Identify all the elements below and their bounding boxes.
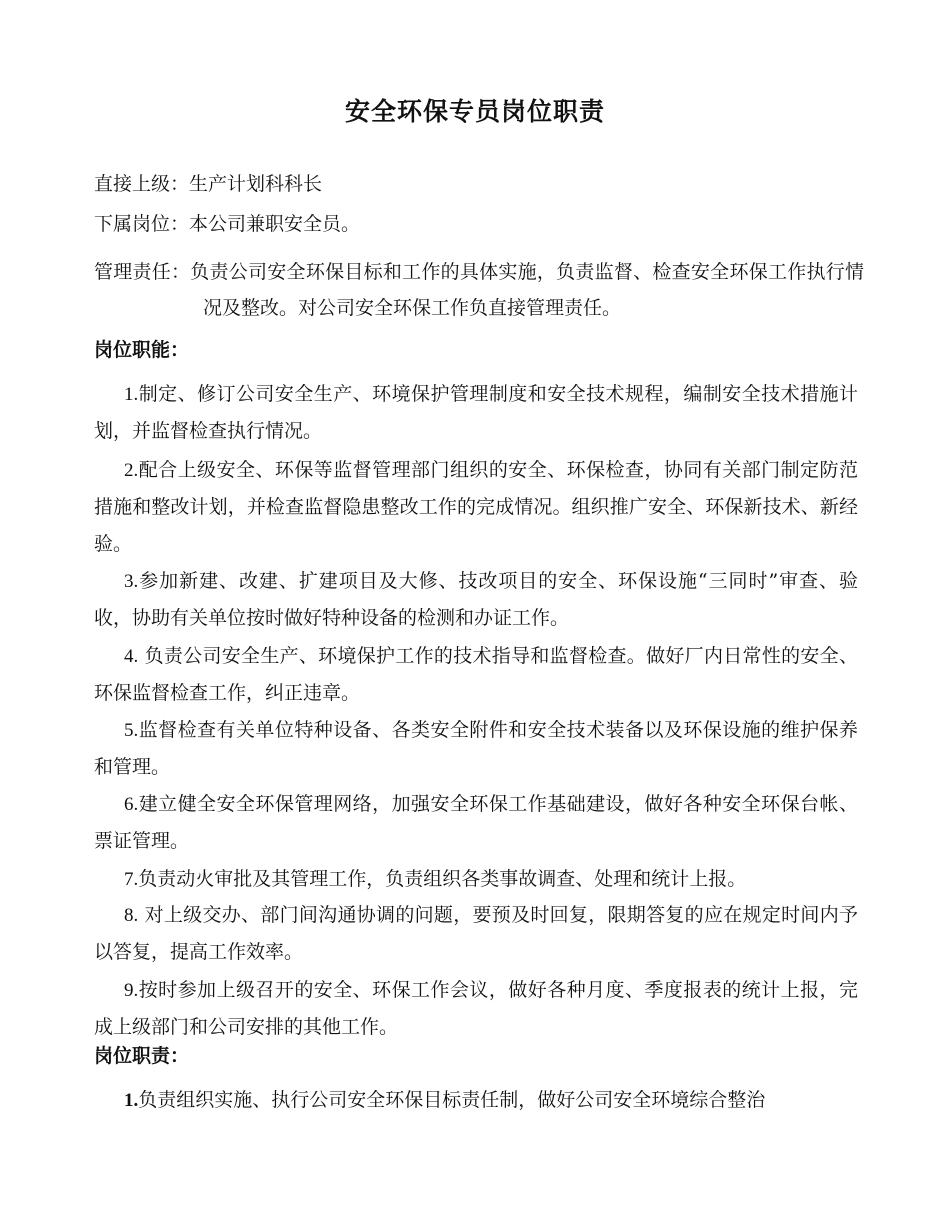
- item-text: 负责公司安全生产、环境保护工作的技术指导和监督检查。做好厂内日常性的安全、环保监督检查工作，纠正违章。: [94, 645, 858, 704]
- field-label: 直接上级：: [94, 173, 190, 195]
- function-item: [94, 376, 858, 450]
- function-item: [94, 786, 858, 860]
- field-label: 管理责任：: [94, 261, 191, 283]
- field-label: 下属岗位：: [94, 213, 190, 235]
- item-number: 9.: [124, 980, 139, 1001]
- field-value: 负责公司安全环保目标和工作的具体实施，负责监督、检查安全环保工作执行情况及整改。对公司安全环保工作负直接管理责任。: [190, 261, 864, 319]
- function-item: [94, 712, 858, 786]
- item-number: 6.: [124, 794, 139, 815]
- function-item: [94, 972, 858, 1046]
- item-number: 7.: [124, 869, 139, 890]
- function-item: [94, 861, 858, 898]
- item-text: 制定、修订公司安全生产、环境保护管理制度和安全技术规程，编制安全技术措施计划，并监督检查执行情况。: [94, 383, 858, 442]
- item-number: 1.: [124, 384, 139, 405]
- item-text: 负责组织实施、执行公司安全环保目标责任制，做好公司安全环境综合整治: [138, 1089, 766, 1111]
- field-management-responsibility: [94, 254, 864, 326]
- function-item: [94, 563, 858, 637]
- item-number: 2.: [124, 460, 139, 481]
- item-number: 1.: [124, 1090, 139, 1111]
- field-subordinate-post: [94, 208, 864, 240]
- item-text: 配合上级安全、环保等监督管理部门组织的安全、环保检查，协同有关部门制定防范措施和整改计划，并检查监督隐患整改工作的完成情况。组织推广安全、环保新技术、新经验。: [94, 459, 858, 555]
- function-item: [94, 638, 858, 712]
- field-value: 本公司兼职安全员。: [189, 213, 361, 235]
- item-text: 参加新建、改建、扩建项目及大修、技改项目的安全、环保设施“三同时”审查、验收，协助有关单位按时做好特种设备的检测和办证工作。: [94, 570, 858, 629]
- item-number: 5.: [124, 720, 139, 741]
- item-number: 8.: [124, 905, 139, 926]
- item-number: 4.: [124, 646, 139, 667]
- document-title: 安全环保专员岗位职责: [344, 97, 605, 126]
- duty-item: [94, 1082, 858, 1119]
- item-text: 监督检查有关单位特种设备、各类安全附件和安全技术装备以及环保设施的维护保养和管理。: [94, 719, 858, 778]
- item-text: 建立健全安全环保管理网络，加强安全环保工作基础建设，做好各种安全环保台帐、票证管理。: [94, 793, 858, 852]
- section-heading-functions: 岗位职能：: [94, 339, 190, 361]
- section-heading-duties: 岗位职责：: [94, 1045, 190, 1067]
- item-text: 按时参加上级召开的安全、环保工作会议，做好各种月度、季度报表的统计上报，完成上级部门和公司安排的其他工作。: [94, 979, 858, 1038]
- item-text: 对上级交办、部门间沟通协调的问题，要预及时回复，限期答复的应在规定时间内予以答复，提高工作效率。: [94, 904, 858, 963]
- function-item: [94, 897, 858, 971]
- item-text: 负责动火审批及其管理工作，负责组织各类事故调查、处理和统计上报。: [138, 868, 747, 890]
- function-item: [94, 452, 858, 563]
- item-number: 3.: [124, 571, 139, 592]
- field-direct-superior: [94, 168, 864, 200]
- field-value: 生产计划科科长: [189, 173, 323, 195]
